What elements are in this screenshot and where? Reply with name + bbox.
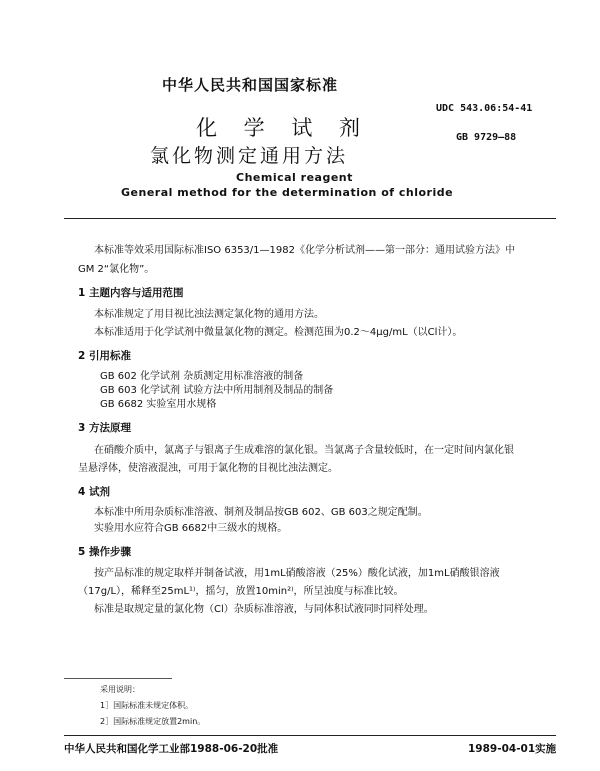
section-3-para-1: 在硝酸介质中，氯离子与银离子生成难溶的氯化银。当氯离子含量较低时，在一定时间内氯化银	[94, 445, 514, 456]
section-4-para-1: 本标准中所用杂质标准溶液、制剂及制品按GB 602、GB 603之规定配制。	[94, 507, 428, 518]
reference-gb6682: GB 6682 实验室用水规格	[100, 399, 217, 410]
standard-number: GB 9729—88	[456, 132, 517, 143]
footnote-1: 1］国际标准未规定体积。	[100, 701, 194, 710]
intro-line-2: GM 2“氯化物”。	[78, 264, 155, 275]
section-5-heading: 5 操作步骤	[78, 546, 131, 558]
section-1-para-2: 本标准适用于化学试剂中微量氯化物的测定。检测范围为0.2～4μg/mL（以Cl计）。	[94, 327, 463, 338]
reference-gb602: GB 602 化学试剂 杂质测定用标准溶液的制备	[100, 371, 304, 382]
section-5-para-3: 标准是取规定量的氯化物（Cl）杂质标准溶液，与同体积试液同时同样处理。	[94, 604, 434, 615]
footnote-divider	[64, 678, 172, 679]
title-line-2: 氯化物测定通用方法	[150, 145, 349, 167]
section-1-heading: 1 主题内容与适用范围	[78, 287, 184, 299]
section-3-para-2: 呈悬浮体，使溶液混浊，可用于氯化物的目视比浊法测定。	[78, 463, 338, 474]
section-4-heading: 4 试剂	[78, 486, 110, 498]
section-2-heading: 2 引用标准	[78, 350, 131, 362]
approval-statement: 中华人民共和国化学工业部1988-06-20批准	[64, 743, 279, 755]
english-title-2: General method for the determination of chloride	[121, 186, 454, 199]
footnote-label: 采用说明：	[100, 685, 140, 694]
title-line-1: 化 学 试 剂	[196, 116, 371, 140]
section-1-para-1: 本标准规定了用目视比浊法测定氯化物的通用方法。	[94, 309, 324, 320]
effective-date: 1989-04-01实施	[468, 743, 557, 755]
section-5-para-1: 按产品标准的规定取样并制备试液，用1mL硝酸溶液（25%）酸化试液，加1mL硝酸银溶液	[94, 568, 500, 579]
section-4-para-2: 实验用水应符合GB 6682中三级水的规格。	[94, 523, 288, 534]
section-5-para-2: （17g/L），稀释至25mL¹⁾，摇匀，放置10min²⁾，所呈浊度与标准比较。	[78, 586, 404, 597]
udc-code: UDC 543.06:54-41	[436, 103, 533, 114]
header-divider	[64, 218, 556, 219]
issuing-authority: 中华人民共和国国家标准	[162, 76, 339, 94]
intro-line-1: 本标准等效采用国际标准ISO 6353/1—1982《化学分析试剂——第一部分：通用试验方法》中	[94, 245, 515, 256]
reference-gb603: GB 603 化学试剂 试验方法中所用制剂及制品的制备	[100, 385, 334, 396]
footnote-2: 2］国际标准规定放置2min。	[100, 717, 206, 726]
footer-divider	[64, 735, 556, 736]
english-title-1: Chemical reagent	[236, 171, 353, 184]
section-3-heading: 3 方法原理	[78, 422, 131, 434]
